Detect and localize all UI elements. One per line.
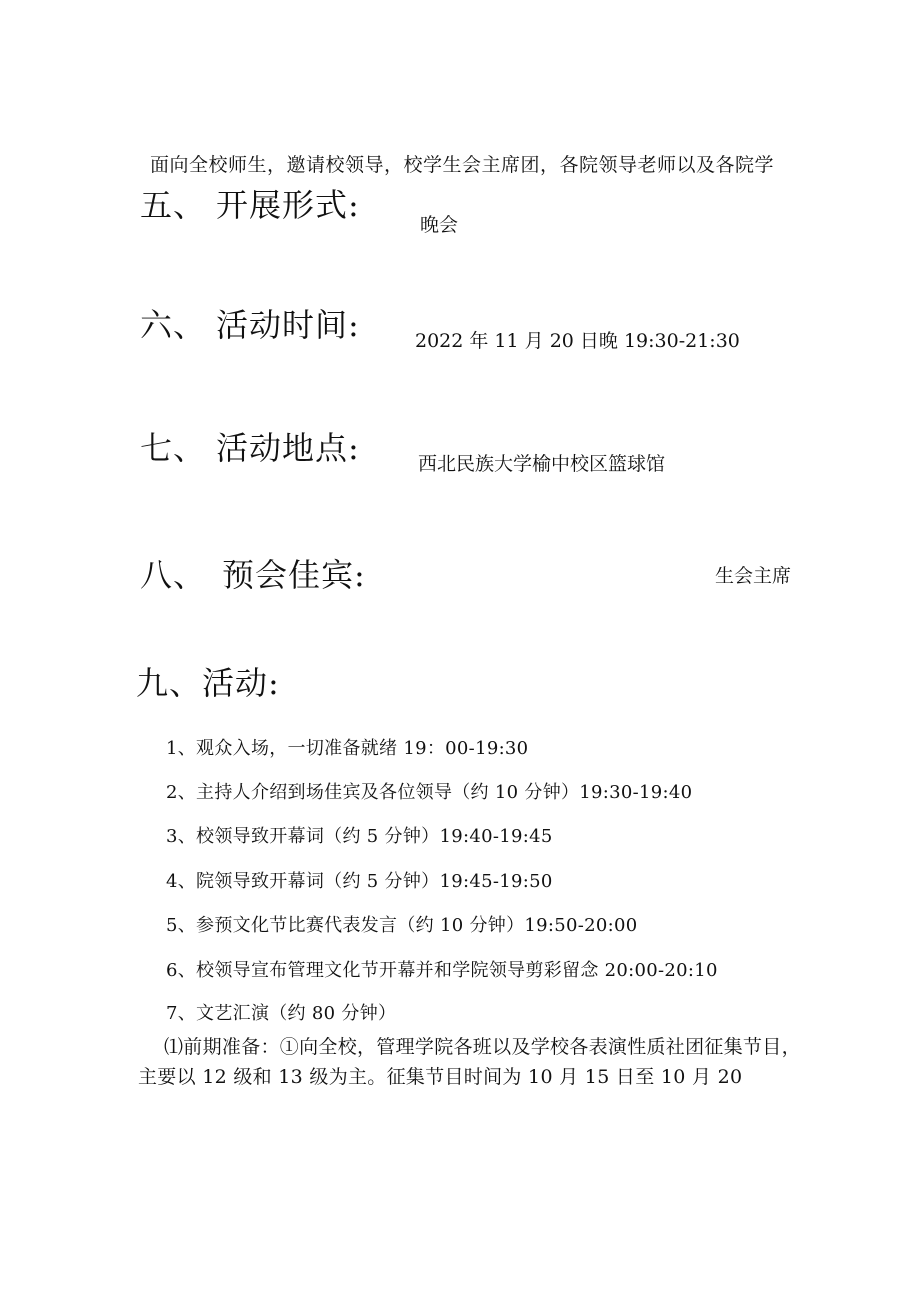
activity-item: 3、校领导致开幕词（约 5 分钟）19:40-19:45	[166, 826, 553, 847]
section-title: 开展形式:	[216, 186, 360, 224]
section-number: 六、	[140, 306, 207, 344]
section-value-8: 生会主席	[715, 565, 792, 587]
section-title: 活动时间:	[216, 306, 360, 344]
section-value-5: 晚会	[420, 214, 459, 236]
section-number: 七、	[140, 429, 207, 467]
preparation-paragraph: ⑴前期准备：①向全校，管理学院各班以及学校各表演性质社团征集节目，主要以 12 级和 13 级为主。征集节目时间为 10 月 15 日至 10 月 20	[138, 1036, 801, 1088]
activity-item: 4、院领导致开幕词（约 5 分钟）19:45-19:50	[166, 871, 553, 892]
activity-heading: 九、活动:	[136, 664, 280, 702]
activity-item: 6、校领导宣布管理文化节开幕并和学院领导剪彩留念 20:00-20:10	[166, 960, 718, 981]
activity-item: 2、主持人介绍到场佳宾及各位领导（约 10 分钟）19:30-19:40	[166, 782, 693, 803]
section-number: 八、	[140, 556, 207, 594]
activity-item: 1、观众入场，一切准备就绪 19：00-19:30	[166, 738, 529, 759]
section-heading-7	[140, 423, 360, 469]
section-heading-6	[140, 300, 360, 346]
section-heading-5	[140, 180, 360, 226]
section-value-6: 2022 年 11 月 20 日晚 19:30-21:30	[415, 330, 740, 352]
section-number: 五、	[140, 186, 207, 224]
activity-item: 5、参预文化节比赛代表发言（约 10 分钟）19:50-20:00	[166, 915, 638, 936]
activity-item: 7、文艺汇演（约 80 分钟）	[166, 1003, 397, 1024]
section-title: 活动地点:	[216, 429, 360, 467]
section-value-7: 西北民族大学榆中校区篮球馆	[418, 453, 666, 475]
intro-line: 面向全校师生，邀请校领导，校学生会主席团，各院领导老师以及各院学	[150, 154, 775, 176]
section-title: 预会佳宾:	[222, 556, 366, 594]
section-heading-8	[140, 550, 366, 596]
